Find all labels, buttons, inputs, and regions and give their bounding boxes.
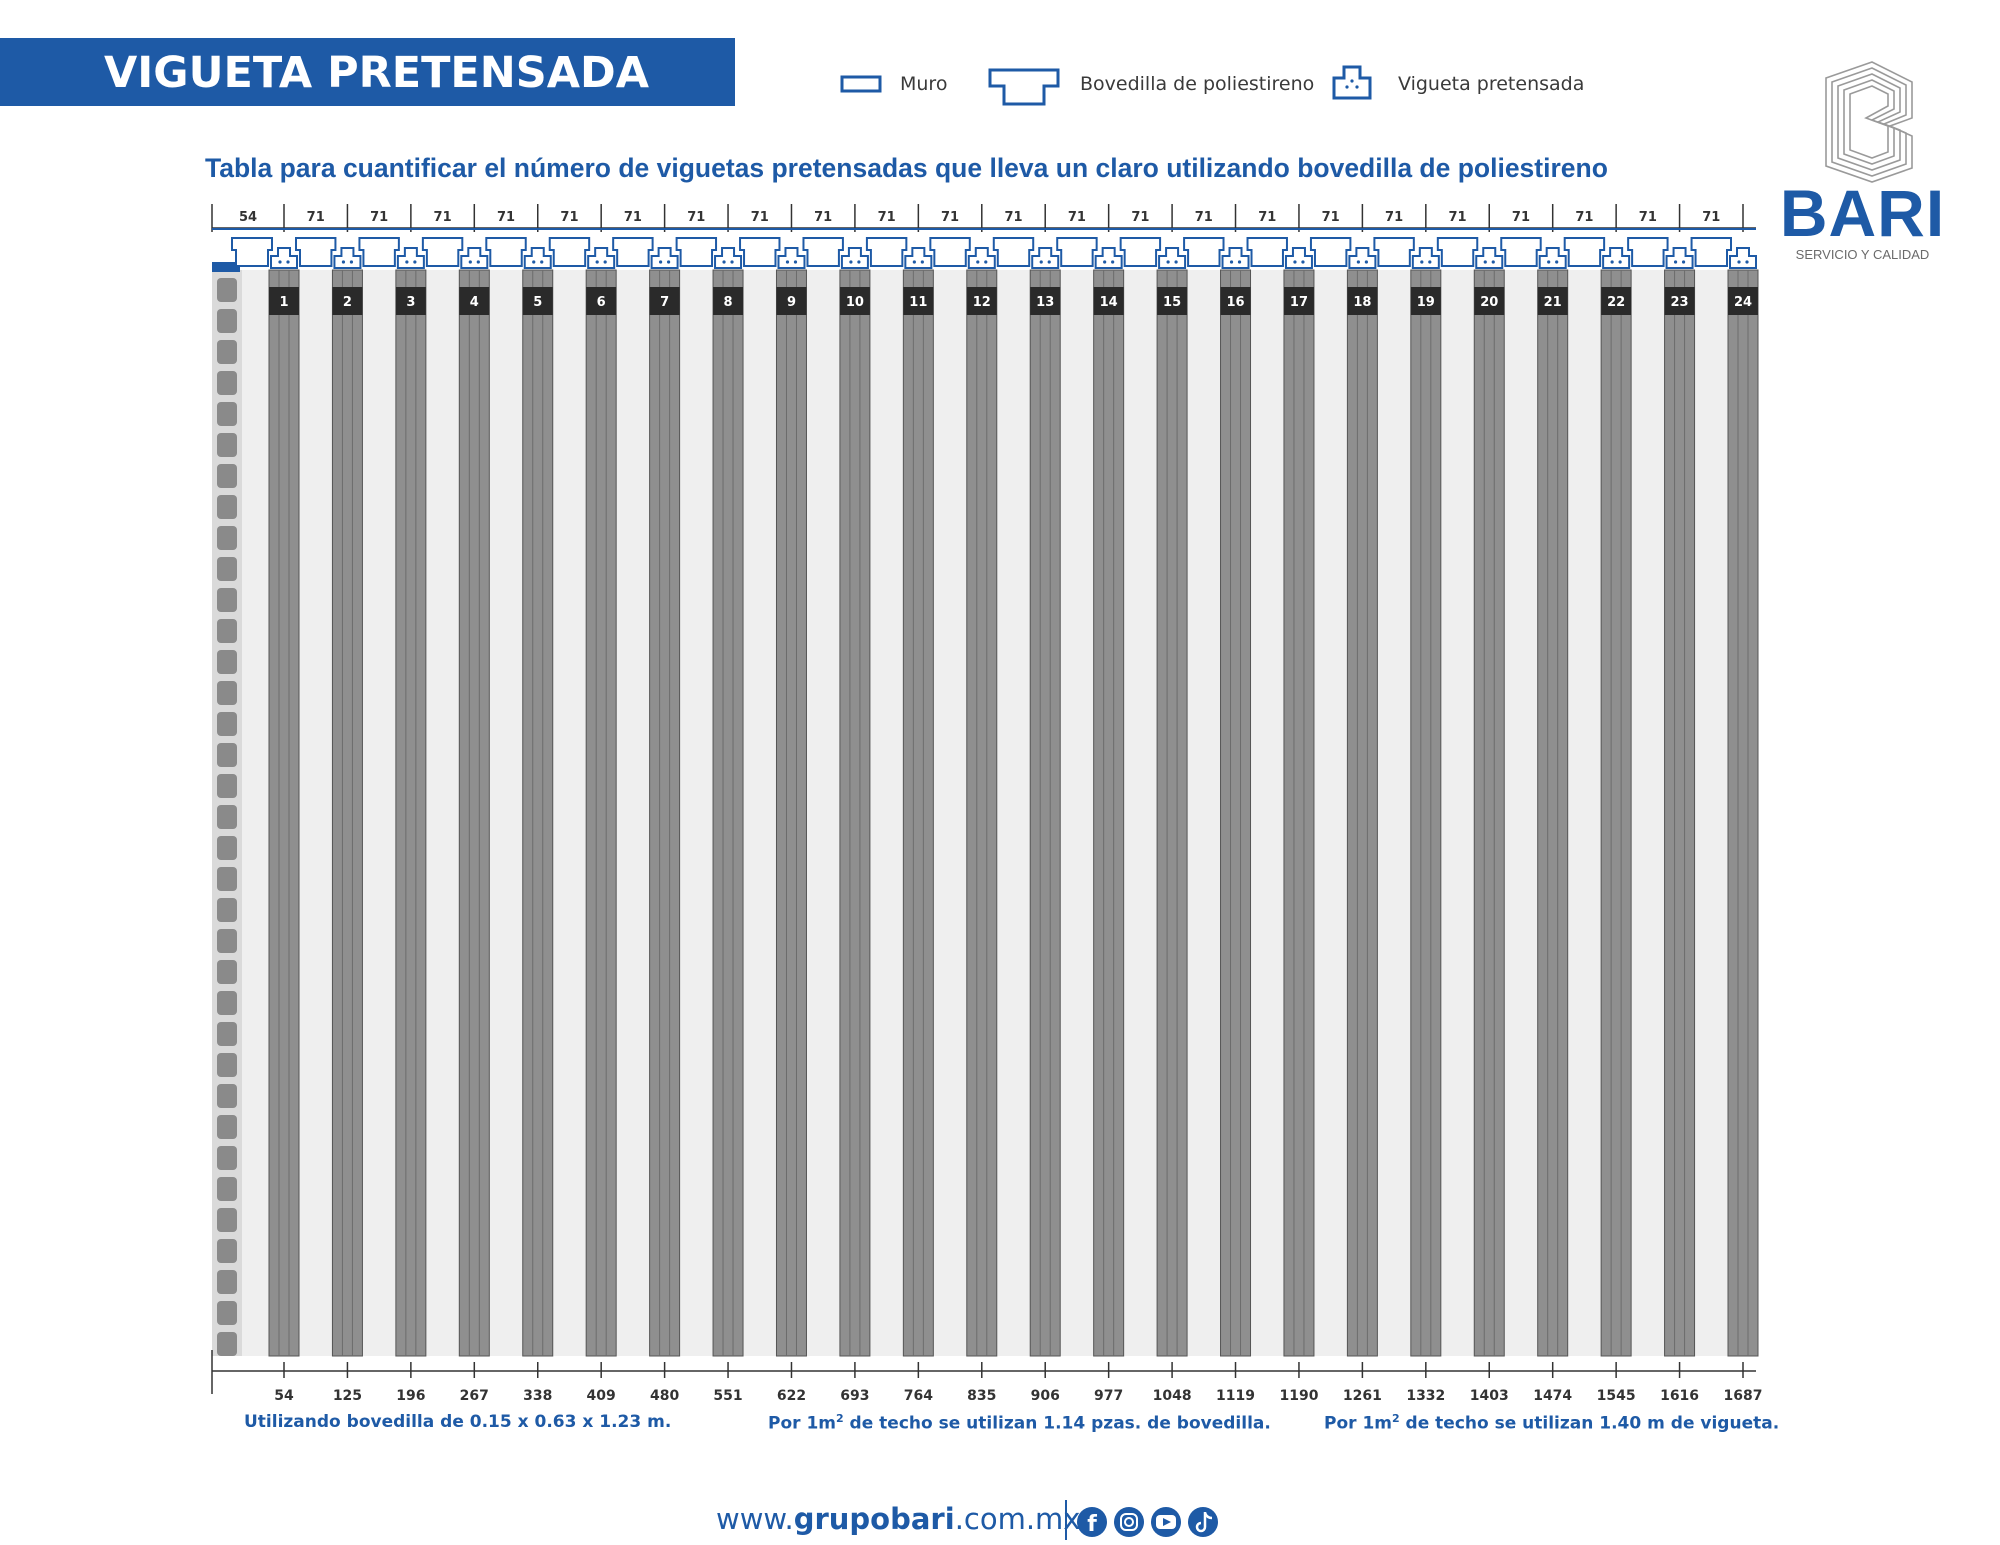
- strand: [278, 260, 281, 263]
- spacing-label: 71: [1004, 210, 1023, 225]
- block-profile: [1374, 238, 1413, 266]
- spacing-label: 71: [1702, 210, 1721, 225]
- joist-profile: [1159, 248, 1185, 268]
- strand: [722, 260, 725, 263]
- strand: [1293, 260, 1296, 263]
- strand: [913, 260, 916, 263]
- strand: [413, 260, 416, 263]
- strand: [1103, 260, 1106, 263]
- joist-profile: [652, 248, 678, 268]
- span-value: 1332: [1406, 1388, 1446, 1404]
- joist-number: 10: [845, 295, 864, 310]
- wall-block: [217, 1301, 237, 1325]
- joist-number: 23: [1670, 295, 1689, 310]
- joist-number: 4: [469, 295, 479, 310]
- block-profile: [740, 238, 779, 266]
- strand: [1040, 260, 1043, 263]
- strand: [286, 260, 289, 263]
- spacing-label: 71: [1067, 210, 1086, 225]
- wall-block: [217, 898, 237, 922]
- strand: [976, 260, 979, 263]
- strand: [1238, 260, 1241, 263]
- spacing-label: 71: [1385, 210, 1404, 225]
- wall-block: [217, 960, 237, 984]
- joist-profile: [842, 248, 868, 268]
- block-profile: [867, 238, 906, 266]
- span-value: 338: [523, 1388, 553, 1404]
- joist-number: 2: [342, 295, 352, 310]
- joist-bar: [1347, 270, 1377, 1356]
- strand: [786, 260, 789, 263]
- note-joist-per-m2: Por $1m^2$ de techo se utilizan 1.40 m de vigueta.: [1324, 1412, 1780, 1434]
- joist-number: 1: [279, 295, 289, 310]
- cross-section-row: [212, 229, 1756, 268]
- wall-block: [217, 712, 237, 736]
- joist-bar: [1157, 270, 1187, 1356]
- strand: [1547, 260, 1550, 263]
- legend-label-joist: Vigueta pretensada: [1398, 73, 1585, 95]
- strand: [659, 260, 662, 263]
- joist-number: 16: [1226, 295, 1245, 310]
- strand: [1230, 260, 1233, 263]
- strand: [1048, 260, 1051, 263]
- spacing-label: 71: [433, 210, 452, 225]
- joist-number: 11: [909, 295, 928, 310]
- spacing-label: 71: [687, 210, 706, 225]
- block-profile: [1565, 238, 1604, 266]
- span-value: 125: [332, 1388, 363, 1404]
- span-value: 1403: [1469, 1388, 1509, 1404]
- span-value: 622: [776, 1388, 807, 1404]
- span-value: 480: [649, 1388, 680, 1404]
- joist-profile: [1223, 248, 1249, 268]
- strand: [794, 260, 797, 263]
- spacing-label: 71: [370, 210, 389, 225]
- joist-bar: [1411, 270, 1441, 1356]
- strand: [1301, 260, 1304, 263]
- strand: [1365, 260, 1368, 263]
- strand: [1737, 260, 1740, 263]
- joist-bar: [840, 270, 870, 1356]
- wall-block: [217, 681, 237, 705]
- facebook-icon[interactable]: [1077, 1507, 1107, 1537]
- strand: [730, 260, 733, 263]
- joist-bar: [1474, 270, 1504, 1356]
- block-profile: [1248, 238, 1287, 266]
- joist-profile: [778, 248, 804, 268]
- wall-block: [217, 929, 237, 953]
- joist-profile: [1476, 248, 1502, 268]
- joist-profile: [398, 248, 424, 268]
- strand: [532, 260, 535, 263]
- spacing-label: 71: [1511, 210, 1531, 225]
- strand: [849, 260, 852, 263]
- page-title: VIGUETA PRETENSADA: [104, 48, 650, 98]
- block-profile: [486, 238, 525, 266]
- wall-block: [217, 867, 237, 891]
- wall-block: [217, 650, 237, 674]
- spacing-label: 71: [306, 210, 325, 225]
- joist-profile: [525, 248, 551, 268]
- block-profile: [1311, 238, 1350, 266]
- strand: [857, 260, 860, 263]
- spacing-label: 71: [941, 210, 960, 225]
- joist-number: 21: [1543, 295, 1562, 310]
- span-value: 764: [903, 1388, 933, 1404]
- wall-block: [217, 371, 237, 395]
- spacing-label: 71: [560, 210, 579, 225]
- block-profile: [803, 238, 842, 266]
- block-profile: [550, 238, 589, 266]
- joist-profile: [1286, 248, 1312, 268]
- span-value: 1048: [1152, 1388, 1192, 1404]
- legend-label-block: Bovedilla de poliestireno: [1080, 73, 1315, 95]
- wall-block: [217, 1084, 237, 1108]
- joist-number: 12: [972, 295, 991, 310]
- diagram-title: Tabla para cuantificar el número de viguetas pretensadas que lleva un claro utilizando bovedilla de poliestireno: [205, 153, 1608, 183]
- joist-bar: [1094, 270, 1124, 1356]
- strand: [1492, 260, 1495, 263]
- svg-text:f: f: [1087, 1512, 1097, 1537]
- joist-profile: [905, 248, 931, 268]
- span-value: 1616: [1660, 1388, 1700, 1404]
- strand: [1674, 260, 1677, 263]
- joist-bar: [903, 270, 933, 1356]
- wall-block: [217, 1146, 237, 1170]
- span-value: 1545: [1596, 1388, 1636, 1404]
- joist-bar: [967, 270, 997, 1356]
- block-profile: [359, 238, 398, 266]
- strand: [540, 260, 543, 263]
- wall-block: [217, 836, 237, 860]
- joist-bar: [523, 270, 553, 1356]
- tiktok-icon[interactable]: [1188, 1507, 1218, 1537]
- joist-number: 6: [596, 295, 606, 310]
- joist-number: 9: [786, 295, 797, 310]
- wall-block: [217, 1177, 237, 1201]
- block-profile: [677, 238, 716, 266]
- block-profile: [1501, 238, 1540, 266]
- block-profile: [613, 238, 652, 266]
- strand: [1111, 260, 1114, 263]
- block-profile: [232, 238, 272, 266]
- joist-bar: [1284, 270, 1314, 1356]
- strand: [1174, 260, 1177, 263]
- strand: [1611, 260, 1614, 263]
- strand: [1357, 260, 1360, 263]
- block-profile: [1628, 238, 1667, 266]
- strand: [1166, 260, 1169, 263]
- block-profile: [1057, 238, 1096, 266]
- strand: [1682, 260, 1685, 263]
- block-profile: [296, 238, 335, 266]
- joist-profile: [1667, 248, 1693, 268]
- joist-bar: [1221, 270, 1251, 1356]
- joist-profile: [1413, 248, 1439, 268]
- joist-number: 24: [1733, 295, 1753, 310]
- joist-profile: [969, 248, 995, 268]
- joist-profile: [1032, 248, 1058, 268]
- joist-bar: [1601, 270, 1631, 1356]
- span-value: 1261: [1342, 1388, 1382, 1404]
- span-value: 267: [459, 1388, 489, 1404]
- website-link[interactable]: www.grupobari.com.mx: [716, 1502, 1081, 1536]
- prestressed-joist-icon: [1334, 67, 1370, 98]
- joist-profile: [1096, 248, 1122, 268]
- joist-number: 20: [1480, 295, 1499, 310]
- spacing-label: 71: [877, 210, 896, 225]
- brand-tagline: SERVICIO Y CALIDAD: [1795, 247, 1930, 262]
- wall-block: [217, 588, 237, 612]
- strand: [469, 260, 472, 263]
- joist-number: 3: [406, 295, 416, 310]
- joist-profile: [271, 248, 297, 268]
- wall-block: [217, 278, 237, 302]
- joist-bar: [269, 270, 299, 1356]
- joist-number: 7: [660, 295, 670, 310]
- block-profile: [1121, 238, 1160, 266]
- joist-number: 22: [1607, 295, 1626, 310]
- spacing-label: 71: [1448, 210, 1467, 225]
- polystyrene-block-icon: [990, 70, 1058, 104]
- wall-block: [217, 1053, 237, 1077]
- span-value: 906: [1030, 1388, 1060, 1404]
- span-value: 835: [967, 1388, 997, 1404]
- strand: [1420, 260, 1423, 263]
- span-axis: [212, 1350, 1762, 1404]
- spacing-label: 71: [1194, 210, 1213, 225]
- joist-number: 5: [533, 295, 543, 310]
- spacing-label: 71: [1638, 210, 1657, 225]
- wall-block: [217, 805, 237, 829]
- joist-profile: [1540, 248, 1566, 268]
- joist-bar: [776, 270, 806, 1356]
- note-blocks-per-m2: Por $1m^2$ de techo se utilizan 1.14 pzas. de bovedilla.: [768, 1412, 1271, 1434]
- wall-block: [217, 557, 237, 581]
- wall-block: [217, 495, 237, 519]
- joist-bar: [1030, 270, 1060, 1356]
- instagram-icon[interactable]: [1114, 1507, 1144, 1537]
- brand-name: BARI: [1779, 176, 1946, 250]
- wall-block: [217, 402, 237, 426]
- spacing-label: 71: [1321, 210, 1340, 225]
- bari-logo-icon: [1826, 62, 1912, 182]
- spacing-label: 71: [750, 210, 769, 225]
- joist-bar: [396, 270, 426, 1356]
- legend-label-wall: Muro: [900, 73, 948, 95]
- joist-bar: [650, 270, 680, 1356]
- wall-block: [217, 1022, 237, 1046]
- span-value: 551: [713, 1388, 743, 1404]
- joist-profile: [334, 248, 360, 268]
- strand: [1428, 260, 1431, 263]
- strand: [405, 260, 408, 263]
- joist-number: 14: [1099, 295, 1118, 310]
- span-value: 196: [396, 1388, 426, 1404]
- strand: [604, 260, 607, 263]
- wall-block: [217, 1115, 237, 1139]
- span-value: 54: [274, 1388, 294, 1404]
- joist-profile: [1349, 248, 1375, 268]
- strand: [477, 260, 480, 263]
- block-profile: [1438, 238, 1477, 266]
- joist-number: 17: [1289, 295, 1309, 310]
- wall-block: [217, 1239, 237, 1263]
- joist-number: 19: [1416, 295, 1435, 310]
- joist-bar: [1665, 270, 1695, 1356]
- strand: [1745, 260, 1748, 263]
- block-profile: [930, 238, 969, 266]
- spacing-label: 71: [496, 210, 516, 225]
- joist-profile: [1730, 248, 1756, 268]
- joist-bar: [1538, 270, 1568, 1356]
- span-value: 1190: [1279, 1388, 1319, 1404]
- spacing-label: 71: [1575, 210, 1594, 225]
- strand: [921, 260, 924, 263]
- joist-number: 15: [1163, 295, 1182, 310]
- joist-bar: [332, 270, 362, 1356]
- joist-number: 8: [723, 295, 733, 310]
- strand: [342, 260, 345, 263]
- block-profile: [423, 238, 462, 266]
- span-value: 409: [586, 1388, 616, 1404]
- strand: [1484, 260, 1487, 263]
- joist-profile: [715, 248, 741, 268]
- joist-bar: [459, 270, 489, 1356]
- span-value: 1119: [1216, 1388, 1256, 1404]
- strand: [667, 260, 670, 263]
- joist-number: 13: [1036, 295, 1055, 310]
- wall-block: [217, 1270, 237, 1294]
- wall-block: [217, 464, 237, 488]
- joist-profile: [588, 248, 614, 268]
- spacing-label: 71: [1258, 210, 1277, 225]
- wall-block: [217, 309, 237, 333]
- strand: [596, 260, 599, 263]
- wall-block: [217, 1208, 237, 1232]
- spacing-label: 54: [238, 210, 258, 225]
- wall-block: [217, 433, 237, 457]
- note-block-size: Utilizando bovedilla de 0.15 x 0.63 x 1.23 m.: [244, 1412, 672, 1432]
- wall-icon: [842, 77, 880, 91]
- joist-bar: [713, 270, 743, 1356]
- wall-block: [217, 340, 237, 364]
- spacing-label: 71: [1131, 210, 1150, 225]
- block-profile: [1184, 238, 1223, 266]
- strand: [1619, 260, 1622, 263]
- spacing-label: 71: [814, 210, 833, 225]
- spacing-dimension-row: [212, 204, 1756, 232]
- strand: [1555, 260, 1558, 263]
- wall-block: [217, 1332, 237, 1356]
- wall-block: [217, 619, 237, 643]
- span-value: 1474: [1533, 1388, 1573, 1404]
- youtube-icon[interactable]: [1151, 1507, 1181, 1537]
- joist-bar: [1728, 270, 1758, 1356]
- block-profile: [994, 238, 1033, 266]
- joist-profile: [461, 248, 487, 268]
- block-profile: [1692, 238, 1731, 266]
- wall-block: [217, 526, 237, 550]
- joist-profile: [1603, 248, 1629, 268]
- strand: [350, 260, 353, 263]
- joist-bar: [586, 270, 616, 1356]
- wall-block: [217, 743, 237, 767]
- joist-plan-view: [212, 262, 1758, 1356]
- wall-block: [217, 991, 237, 1015]
- joist-number: 18: [1353, 295, 1372, 310]
- span-value: 977: [1094, 1388, 1124, 1404]
- wall-block: [217, 774, 237, 798]
- span-value: 1687: [1723, 1388, 1763, 1404]
- spacing-label: 71: [623, 210, 642, 225]
- span-value: 693: [840, 1388, 870, 1404]
- strand: [984, 260, 987, 263]
